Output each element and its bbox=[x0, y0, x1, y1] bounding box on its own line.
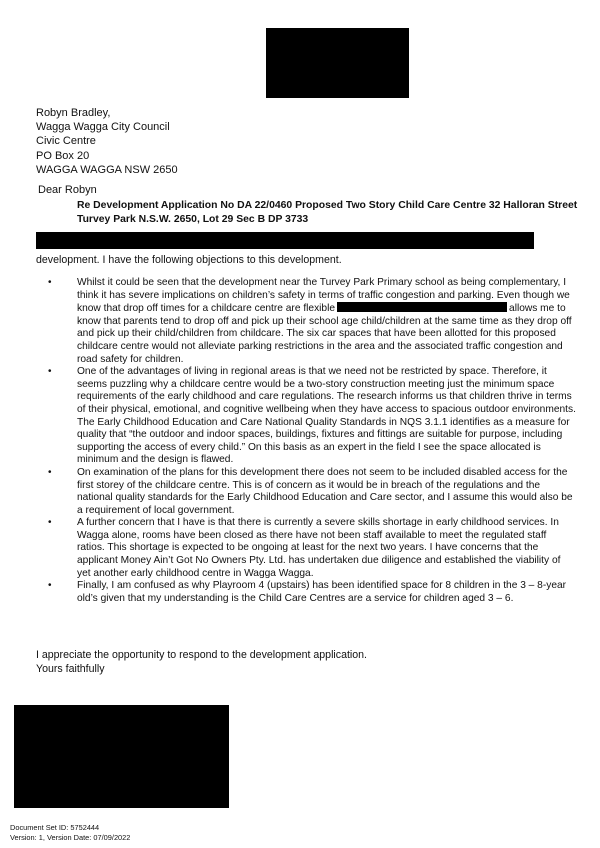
bullet-icon: • bbox=[48, 366, 52, 378]
objection-text: Finally, I am confused as why Playroom 4 (upstairs) has been identified space for 8 children in the 3 – 8-year old’s given that my understanding is the Child Care Centres are a service for children aged 3 – 6. bbox=[77, 580, 567, 604]
sign-off: Yours faithfully bbox=[36, 662, 105, 675]
objection-text: One of the advantages of living in regional areas is that we need not be restricted by space. Therefore, it seems puzzling why a childcare centre would be a two-story construction meeting just the minimum space requirements of the early childhood and care regulations. The research informs us that children thrive in terms of their physical, emotional, and cognitive wellbeing when they have access to spacious outdoor environments. The Early Childhood Education and Care National Quality Standards in NQS 3.1.1 identifies as a measure for quality that “the outdoor and indoor spaces, buildings, fixtures and fittings are suitable for purpose, including supporting the access of every child.” On this basis as an expert in the field I see the space allocated is minimum and the design is flawed. bbox=[77, 366, 576, 466]
objection-text: On examination of the plans for this development there does not seem to be included disabled access for the first storey of the childcare centre. This is of concern as it would be in breach of the regulations and the national quality standards for the Early Childhood Education and Care sector, and I assume this would also be a requirement of local government. bbox=[77, 466, 573, 516]
bullet-icon: • bbox=[48, 277, 52, 288]
bullet-icon: • bbox=[48, 580, 52, 592]
objection-item bbox=[36, 580, 576, 605]
redacted-intro-line bbox=[36, 232, 534, 249]
objections-list bbox=[36, 277, 576, 605]
intro-text: development. I have the following objections to this development. bbox=[36, 254, 342, 266]
redacted-sender-block bbox=[266, 28, 409, 98]
objection-item bbox=[36, 277, 576, 366]
document-footer bbox=[10, 823, 130, 843]
document-set-id: Document Set ID: 5752444 bbox=[10, 823, 100, 832]
redacted-inline-text bbox=[337, 302, 507, 312]
objection-text: A further concern that I have is that there is currently a severe skills shortage in early childhood services. In Wagga alone, rooms have been closed as there have not been staff available to meet the regulated staff ratios. This shortage is expected to be ongoing at least for the next two years. I have concerns that the applicant Money Ain’t Got No Owners Pty. Ltd. has undertaken due diligence and established the viability of yet another early childhood centre in Wagga Wagga. bbox=[77, 517, 561, 579]
subject-line-1: Re Development Application No DA 22/0460 Proposed Two Story Child Care Centre 32 Halloran Street bbox=[77, 200, 578, 211]
objection-text: Whilst it could be seen that the development near the Turvey Park Primary school as being complementary, I think it has severe implications on children’s safety in terms of traffic congestion and parking. Even though we know that drop off times for a childcare centre are flexible bbox=[77, 277, 570, 315]
recipient-po-box: PO Box 20 bbox=[36, 149, 90, 162]
redacted-signature-block bbox=[14, 705, 229, 808]
objection-item bbox=[36, 517, 576, 580]
closing-line: I appreciate the opportunity to respond to the development application. bbox=[36, 649, 367, 661]
salutation: Dear Robyn bbox=[38, 184, 97, 196]
closing bbox=[36, 649, 367, 676]
subject-line bbox=[77, 199, 577, 227]
recipient-city: WAGGA WAGGA NSW 2650 bbox=[36, 163, 178, 176]
objection-item bbox=[36, 366, 576, 467]
bullet-icon: • bbox=[48, 517, 52, 529]
recipient-address bbox=[36, 106, 178, 177]
recipient-organisation: Wagga Wagga City Council bbox=[36, 121, 170, 134]
objection-item bbox=[36, 467, 576, 517]
document-version: Version: 1, Version Date: 07/09/2022 bbox=[10, 833, 131, 842]
objection-text: allows me to know that parents tend to drop off and pick up their school age child/children at the same time as they drop off and pick up their child/children from childcare. The six car spaces that have been allotted for this proposed childcare centre would not alleviate parking restrictions in the area and the associated traffic congestion and road safety for children. bbox=[77, 303, 572, 365]
bullet-icon: • bbox=[48, 466, 52, 478]
recipient-name: Robyn Bradley, bbox=[36, 107, 111, 119]
recipient-building: Civic Centre bbox=[36, 135, 96, 148]
subject-line-2: Turvey Park N.S.W. 2650, Lot 29 Sec B DP 3733 bbox=[77, 214, 309, 225]
